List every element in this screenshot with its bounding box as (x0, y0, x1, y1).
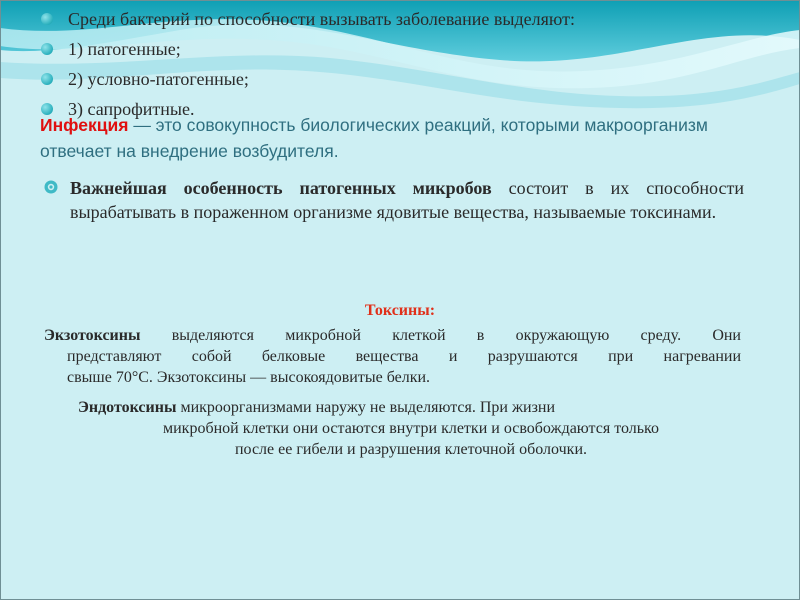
infection-term: Инфекция (40, 115, 129, 135)
list-item: 1) патогенные; (40, 34, 575, 64)
pathogen-feature-bold: Важнейшая особенность патогенных микробов (70, 178, 492, 198)
list-item: 3) сапрофитные. (40, 94, 575, 124)
exotoxins-paragraph: Экзотоксины выделяются микробной клеткой в окружающую среду. Они представляют собой белковые вещества и разрушаются при нагревании свыше 70°С. Экзотоксины — высокоядовитые белки. (44, 327, 741, 386)
list-item: 2) условно-патогенные; (40, 64, 575, 94)
endotoxins-term: Эндотоксины (78, 399, 177, 416)
exotoxins-term: Экзотоксины (44, 327, 141, 344)
list-item: Среди бактерий по способности вызывать заболевание выделяют: (40, 4, 575, 34)
endotoxins-paragraph: Эндотоксины микроорганизмами наружу не выделяются. При жизни микробной клетки они остаются внутри клетки и освобождаются только после ее гибели и разрушения клеточной оболочки. (78, 399, 660, 458)
pathogen-feature-text: состоит в их способности вырабатывать в пораженном организме ядовитые вещества, называемые токсинами. (70, 178, 744, 222)
infection-definition-text: — это совокупность биологических реакций, которыми макроорганизм отвечает на внедрение возбудителя. (40, 115, 708, 161)
toxins-heading: Токсины: (364, 302, 436, 319)
